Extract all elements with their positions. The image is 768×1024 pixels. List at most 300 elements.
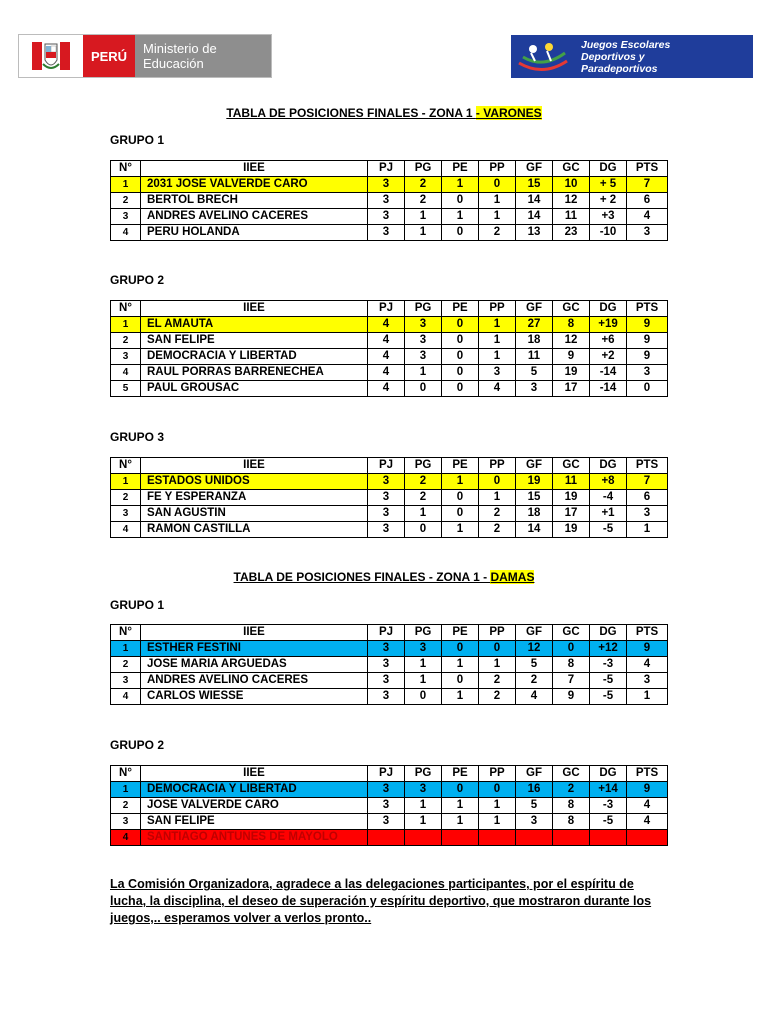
stat-cell: +14	[590, 782, 627, 798]
column-header: N°	[111, 625, 141, 641]
stat-cell: 1	[111, 317, 141, 333]
column-header: PJ	[368, 301, 405, 317]
stat-cell: 4	[627, 814, 668, 830]
column-header: PJ	[368, 161, 405, 177]
stat-cell: 9	[627, 317, 668, 333]
team-name-cell: DEMOCRACIA Y LIBERTAD	[141, 349, 368, 365]
stat-cell: 1	[442, 814, 479, 830]
stat-cell: 0	[442, 381, 479, 397]
damas-group-2-label: GRUPO 2	[110, 738, 165, 752]
column-header: PG	[405, 301, 442, 317]
stat-cell: 18	[516, 333, 553, 349]
stat-cell: -5	[590, 522, 627, 538]
stat-cell: 12	[553, 333, 590, 349]
stat-cell: 2	[479, 506, 516, 522]
table-row	[111, 814, 668, 830]
stat-cell: 3	[368, 522, 405, 538]
stat-cell: 3	[368, 506, 405, 522]
stat-cell: 3	[368, 689, 405, 705]
stat-cell: 1	[479, 657, 516, 673]
team-name-cell: ESTHER FESTINI	[141, 641, 368, 657]
column-header: PJ	[368, 766, 405, 782]
stat-cell: 12	[553, 193, 590, 209]
stat-cell: 4	[111, 225, 141, 241]
stat-cell: 5	[111, 381, 141, 397]
stat-cell: -4	[590, 490, 627, 506]
juegos-escolares-logo	[511, 35, 753, 78]
stat-cell: 17	[553, 506, 590, 522]
damas-title	[0, 570, 768, 584]
stat-cell: 1	[479, 333, 516, 349]
stat-cell: 3	[368, 490, 405, 506]
minedu-country: PERÚ	[83, 35, 135, 77]
table-row	[111, 333, 668, 349]
stat-cell: 2	[405, 177, 442, 193]
stat-cell: 6	[627, 193, 668, 209]
stat-cell: 0	[479, 177, 516, 193]
stat-cell	[368, 830, 405, 846]
stat-cell: 1	[442, 689, 479, 705]
stat-cell: 2	[479, 689, 516, 705]
stat-cell: 4	[368, 317, 405, 333]
stat-cell: 3	[405, 317, 442, 333]
stat-cell: 3	[111, 506, 141, 522]
stat-cell: 4	[627, 657, 668, 673]
table-header-row	[111, 161, 668, 177]
team-name-cell: FE Y ESPERANZA	[141, 490, 368, 506]
stat-cell: 1	[442, 209, 479, 225]
column-header: PP	[479, 625, 516, 641]
stat-cell: 0	[442, 490, 479, 506]
stat-cell: 0	[553, 641, 590, 657]
column-header: PJ	[368, 625, 405, 641]
stat-cell: 6	[627, 490, 668, 506]
varones-title-highlight: - VARONES	[475, 106, 542, 120]
stat-cell: 1	[111, 177, 141, 193]
stat-cell: 3	[368, 782, 405, 798]
column-header: PE	[442, 301, 479, 317]
stat-cell: 9	[553, 349, 590, 365]
stat-cell: +8	[590, 474, 627, 490]
varones-group-1-label: GRUPO 1	[110, 133, 165, 147]
column-header: PTS	[627, 161, 668, 177]
table-row	[111, 381, 668, 397]
column-header: GF	[516, 161, 553, 177]
stat-cell: 1	[479, 798, 516, 814]
stat-cell: +1	[590, 506, 627, 522]
column-header: GC	[553, 301, 590, 317]
stat-cell: 1	[627, 689, 668, 705]
table-row	[111, 641, 668, 657]
minedu-name	[135, 35, 225, 77]
stat-cell: 1	[405, 365, 442, 381]
column-header: GF	[516, 766, 553, 782]
stat-cell: 14	[516, 209, 553, 225]
stat-cell: 1	[442, 657, 479, 673]
column-header: PG	[405, 161, 442, 177]
stat-cell: 3	[516, 381, 553, 397]
stat-cell: -5	[590, 673, 627, 689]
stat-cell: 1	[442, 522, 479, 538]
stat-cell: 5	[516, 657, 553, 673]
stat-cell: 1	[111, 641, 141, 657]
column-header: PE	[442, 161, 479, 177]
column-header: IIEE	[141, 625, 368, 641]
table-row	[111, 474, 668, 490]
table-row	[111, 506, 668, 522]
stat-cell: +3	[590, 209, 627, 225]
table-row	[111, 209, 668, 225]
team-name-cell: ESTADOS UNIDOS	[141, 474, 368, 490]
column-header: PG	[405, 766, 442, 782]
stat-cell: 0	[405, 689, 442, 705]
damas-title-highlight: DAMAS	[490, 570, 535, 584]
column-header: PG	[405, 625, 442, 641]
column-header: GC	[553, 625, 590, 641]
stat-cell: 0	[442, 349, 479, 365]
stat-cell: 1	[627, 522, 668, 538]
stat-cell: 1	[442, 177, 479, 193]
stat-cell: + 5	[590, 177, 627, 193]
stat-cell: 2	[479, 673, 516, 689]
stat-cell: 8	[553, 657, 590, 673]
stat-cell: 14	[516, 193, 553, 209]
column-header: PE	[442, 766, 479, 782]
stat-cell: 4	[368, 333, 405, 349]
stat-cell: 1	[405, 673, 442, 689]
table-row	[111, 782, 668, 798]
closing-message: La Comisión Organizadora, agradece a las delegaciones participantes, por el espíritu de lucha, la disciplina, el deseo de superación y espíritu deportivo, que mostraron durante los juegos,.. esperamos volver a verlos pronto..	[110, 877, 652, 925]
stat-cell: 23	[553, 225, 590, 241]
stat-cell: 2	[553, 782, 590, 798]
minedu-line-2: Educación	[143, 56, 204, 71]
stat-cell: 3	[516, 814, 553, 830]
table-row	[111, 522, 668, 538]
stat-cell: -5	[590, 814, 627, 830]
column-header: PJ	[368, 458, 405, 474]
stat-cell: 2	[111, 333, 141, 349]
team-name-cell: 2031 JOSE VALVERDE CARO	[141, 177, 368, 193]
stat-cell: -14	[590, 365, 627, 381]
stat-cell: 15	[516, 490, 553, 506]
stat-cell: +12	[590, 641, 627, 657]
stat-cell: 0	[479, 782, 516, 798]
column-header: GF	[516, 458, 553, 474]
jeds-line-2: Deportivos y	[581, 50, 645, 63]
stat-cell: 11	[516, 349, 553, 365]
stat-cell: 3	[627, 673, 668, 689]
stat-cell: 4	[627, 798, 668, 814]
stat-cell: -5	[590, 689, 627, 705]
column-header: PP	[479, 766, 516, 782]
team-name-cell: SAN FELIPE	[141, 333, 368, 349]
stat-cell: 3	[368, 474, 405, 490]
varones-group-3-label: GRUPO 3	[110, 430, 165, 444]
stat-cell: 0	[442, 317, 479, 333]
column-header: GC	[553, 161, 590, 177]
stat-cell: 17	[553, 381, 590, 397]
stat-cell: 16	[516, 782, 553, 798]
stat-cell: 2	[111, 490, 141, 506]
stat-cell: 3	[368, 673, 405, 689]
stat-cell: 3	[405, 333, 442, 349]
stat-cell: 0	[479, 641, 516, 657]
column-header: PE	[442, 458, 479, 474]
stat-cell	[553, 830, 590, 846]
stat-cell: 0	[442, 193, 479, 209]
table-header-row	[111, 458, 668, 474]
team-name-cell: BERTOL BRECH	[141, 193, 368, 209]
stat-cell: 0	[405, 381, 442, 397]
team-name-cell: JOSE MARIA ARGUEDAS	[141, 657, 368, 673]
stat-cell: 3	[111, 814, 141, 830]
stat-cell: -14	[590, 381, 627, 397]
team-name-cell: SAN AGUSTIN	[141, 506, 368, 522]
stat-cell: 9	[627, 349, 668, 365]
stat-cell: 1	[479, 209, 516, 225]
stat-cell: 3	[368, 177, 405, 193]
column-header: N°	[111, 766, 141, 782]
stat-cell: + 2	[590, 193, 627, 209]
stat-cell: 3	[405, 641, 442, 657]
table-row	[111, 657, 668, 673]
stat-cell: 3	[368, 657, 405, 673]
stat-cell: 1	[479, 490, 516, 506]
column-header: PTS	[627, 458, 668, 474]
stat-cell: 0	[442, 782, 479, 798]
column-header: PG	[405, 458, 442, 474]
stat-cell	[479, 830, 516, 846]
stat-cell: 19	[553, 490, 590, 506]
stat-cell: 0	[442, 365, 479, 381]
stat-cell: 9	[627, 782, 668, 798]
column-header: DG	[590, 458, 627, 474]
table-row	[111, 225, 668, 241]
stat-cell: 4	[368, 365, 405, 381]
stat-cell: 0	[442, 506, 479, 522]
column-header: IIEE	[141, 458, 368, 474]
stat-cell: 1	[405, 814, 442, 830]
stat-cell: 1	[442, 474, 479, 490]
column-header: DG	[590, 766, 627, 782]
minedu-line-1: Ministerio de	[143, 41, 217, 56]
stat-cell: 9	[627, 333, 668, 349]
column-header: PTS	[627, 625, 668, 641]
stat-cell: 1	[479, 814, 516, 830]
stat-cell: 8	[553, 798, 590, 814]
stat-cell: 4	[516, 689, 553, 705]
stat-cell: 1	[405, 506, 442, 522]
varones-group-1-table	[110, 160, 668, 241]
damas-group-1-table	[110, 624, 668, 705]
stat-cell: 2	[405, 490, 442, 506]
stat-cell: -3	[590, 657, 627, 673]
stat-cell: 2	[111, 193, 141, 209]
team-name-cell: ANDRES AVELINO CACERES	[141, 673, 368, 689]
table-row	[111, 317, 668, 333]
table-row	[111, 193, 668, 209]
column-header: PTS	[627, 766, 668, 782]
team-name-cell: PERU HOLANDA	[141, 225, 368, 241]
stat-cell: -10	[590, 225, 627, 241]
stat-cell: 3	[405, 349, 442, 365]
team-name-cell: SAN FELIPE	[141, 814, 368, 830]
stat-cell: 1	[479, 349, 516, 365]
column-header: PP	[479, 458, 516, 474]
stat-cell: 2	[516, 673, 553, 689]
stat-cell: 18	[516, 506, 553, 522]
column-header: IIEE	[141, 766, 368, 782]
stat-cell: 2	[405, 474, 442, 490]
stat-cell: 0	[627, 381, 668, 397]
stat-cell: 1	[405, 225, 442, 241]
stat-cell: 4	[479, 381, 516, 397]
table-header-row	[111, 625, 668, 641]
stat-cell: 7	[553, 673, 590, 689]
column-header: IIEE	[141, 161, 368, 177]
column-header: PP	[479, 161, 516, 177]
column-header: PP	[479, 301, 516, 317]
varones-group-3-table	[110, 457, 668, 538]
column-header: DG	[590, 301, 627, 317]
jeds-line-3: Paradeportivos	[581, 62, 658, 75]
stat-cell: 7	[627, 177, 668, 193]
stat-cell: +19	[590, 317, 627, 333]
stat-cell: 19	[553, 365, 590, 381]
stat-cell: 1	[442, 798, 479, 814]
stat-cell: 15	[516, 177, 553, 193]
column-header: GC	[553, 766, 590, 782]
stat-cell: 0	[479, 474, 516, 490]
stat-cell: -3	[590, 798, 627, 814]
team-name-cell: CARLOS WIESSE	[141, 689, 368, 705]
stat-cell: 7	[627, 474, 668, 490]
team-name-cell: ANDRES AVELINO CACERES	[141, 209, 368, 225]
varones-title	[0, 106, 768, 120]
damas-group-1-label: GRUPO 1	[110, 598, 165, 612]
stat-cell: 3	[111, 349, 141, 365]
stat-cell: 3	[627, 365, 668, 381]
jeds-line-1: Juegos Escolares	[581, 38, 671, 51]
stat-cell: 3	[111, 673, 141, 689]
stat-cell: 1	[405, 209, 442, 225]
stat-cell: 0	[442, 673, 479, 689]
column-header: N°	[111, 458, 141, 474]
stat-cell: 27	[516, 317, 553, 333]
stat-cell: 3	[368, 798, 405, 814]
team-name-cell: SANTIAGO ANTUNES DE MAYOLO	[141, 830, 368, 846]
team-name-cell: JOSE VALVERDE CARO	[141, 798, 368, 814]
stat-cell: 3	[479, 365, 516, 381]
stat-cell: 1	[111, 474, 141, 490]
column-header: PTS	[627, 301, 668, 317]
stat-cell: 0	[442, 333, 479, 349]
stat-cell: 2	[479, 522, 516, 538]
table-header-row	[111, 301, 668, 317]
table-row	[111, 365, 668, 381]
table-header-row	[111, 766, 668, 782]
stat-cell: 9	[627, 641, 668, 657]
stat-cell: 4	[111, 689, 141, 705]
table-row	[111, 689, 668, 705]
column-header: GF	[516, 625, 553, 641]
minedu-logo	[18, 34, 272, 78]
column-header: IIEE	[141, 301, 368, 317]
table-row	[111, 798, 668, 814]
varones-group-2-label: GRUPO 2	[110, 273, 165, 287]
stat-cell: 4	[627, 209, 668, 225]
team-name-cell: RAUL PORRAS BARRENECHEA	[141, 365, 368, 381]
team-name-cell: RAMON CASTILLA	[141, 522, 368, 538]
stat-cell: 3	[627, 506, 668, 522]
stat-cell: 3	[368, 193, 405, 209]
stat-cell: 4	[111, 365, 141, 381]
stat-cell: 19	[553, 522, 590, 538]
stat-cell: 2	[479, 225, 516, 241]
stat-cell: 2	[111, 798, 141, 814]
stat-cell: 1	[405, 657, 442, 673]
stat-cell: 19	[516, 474, 553, 490]
stat-cell: 3	[111, 209, 141, 225]
stat-cell: 4	[368, 381, 405, 397]
stat-cell: 10	[553, 177, 590, 193]
table-row	[111, 490, 668, 506]
varones-title-prefix: TABLA DE POSICIONES FINALES - ZONA 1	[226, 106, 476, 120]
stat-cell: 11	[553, 209, 590, 225]
stat-cell: 4	[368, 349, 405, 365]
column-header: DG	[590, 625, 627, 641]
stat-cell: 13	[516, 225, 553, 241]
stat-cell: 1	[111, 782, 141, 798]
column-header: N°	[111, 161, 141, 177]
stat-cell: 9	[553, 689, 590, 705]
stat-cell: 0	[442, 641, 479, 657]
column-header: PE	[442, 625, 479, 641]
athletes-icon	[511, 35, 575, 78]
varones-group-2-table	[110, 300, 668, 397]
table-row	[111, 177, 668, 193]
table-row	[111, 349, 668, 365]
table-row	[111, 673, 668, 689]
peru-shield-icon	[19, 35, 83, 77]
stat-cell: 1	[479, 193, 516, 209]
team-name-cell: DEMOCRACIA Y LIBERTAD	[141, 782, 368, 798]
stat-cell: 3	[368, 209, 405, 225]
stat-cell	[442, 830, 479, 846]
stat-cell: 3	[405, 782, 442, 798]
stat-cell: +2	[590, 349, 627, 365]
stat-cell: 5	[516, 798, 553, 814]
stat-cell: 2	[405, 193, 442, 209]
stat-cell: 5	[516, 365, 553, 381]
stat-cell	[590, 830, 627, 846]
team-name-cell: EL AMAUTA	[141, 317, 368, 333]
stat-cell: 14	[516, 522, 553, 538]
stat-cell: 3	[368, 641, 405, 657]
stat-cell: 1	[405, 798, 442, 814]
stat-cell: 1	[479, 317, 516, 333]
stat-cell: 2	[111, 657, 141, 673]
table-row	[111, 830, 668, 846]
stat-cell	[516, 830, 553, 846]
stat-cell: 3	[368, 225, 405, 241]
column-header: DG	[590, 161, 627, 177]
stat-cell: 8	[553, 814, 590, 830]
stat-cell: +6	[590, 333, 627, 349]
team-name-cell: PAUL GROUSAC	[141, 381, 368, 397]
stat-cell: 0	[405, 522, 442, 538]
damas-title-prefix: TABLA DE POSICIONES FINALES - ZONA 1 -	[233, 570, 491, 584]
